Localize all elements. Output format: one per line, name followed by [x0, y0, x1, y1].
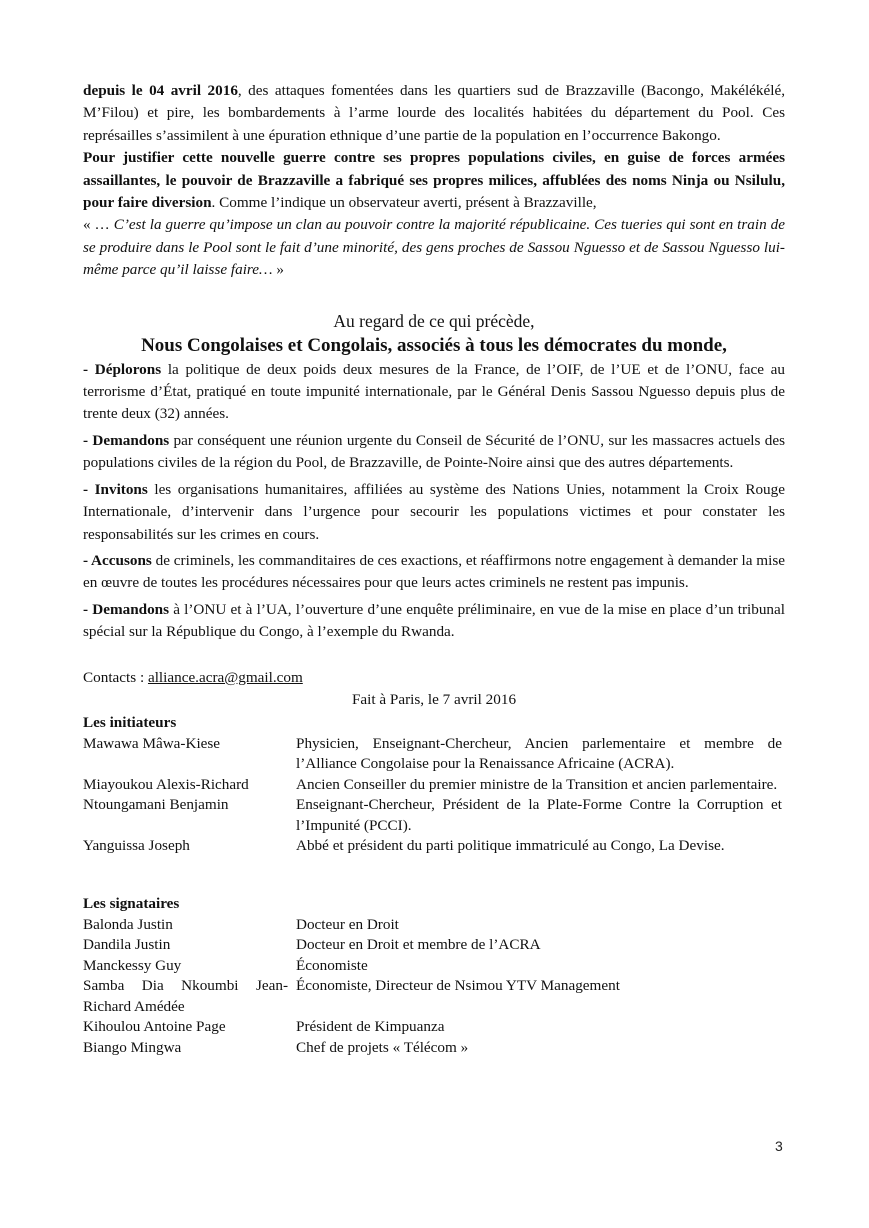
person-description: Président de Kimpuanza — [296, 1018, 445, 1036]
declaration-item: - Accusons de criminels, les commanditaires de ces exactions, et réaffirmons notre engagement à demander la mise en œuvre de toutes les procédures nécessaires pour que leurs actes criminels ne restent pas impunis. — [83, 551, 785, 592]
place-date: Fait à Paris, le 7 avril 2016 — [351, 690, 517, 708]
person-name: Kihoulou Antoine Page — [83, 1018, 226, 1036]
person-description: Docteur en Droit — [296, 915, 399, 933]
person-description: Docteur en Droit et membre de l’ACRA — [296, 936, 541, 954]
contacts-line — [83, 667, 785, 688]
initiateur-row — [83, 836, 785, 857]
person-description: Enseignant-Chercheur, Président de la Plate-Forme Contre la Corruption et l’Impunité (PCCI). — [296, 796, 782, 834]
person-name: Dandila Justin — [83, 936, 171, 954]
declaration-lead: Au regard de ce qui précède, — [333, 310, 535, 331]
person-description: Physicien, Enseignant-Chercheur, Ancien parlementaire et membre de l’Alliance Congolaise pour la Renaissance Africaine (ACRA). — [296, 734, 782, 773]
signataire-row — [83, 976, 785, 1017]
person-name: Manckessy Guy — [83, 956, 182, 974]
person-name: Yanguissa Joseph — [83, 837, 190, 855]
signataire-row — [83, 915, 785, 936]
declaration-item: - Demandons par conséquent une réunion urgente du Conseil de Sécurité de l’ONU, sur les massacres actuels des populations civiles de la région du Pool, de Brazzaville, de Pointe-Noire ainsi que des autres départements. — [83, 431, 786, 472]
item-verb: - Invitons — [83, 480, 148, 498]
signataires-title: Les signataires — [83, 894, 180, 912]
militias-emphasis: Pour justifier cette nouvelle guerre contre ses propres populations civiles, en guise de forces armées assaillantes, le pouvoir de Brazzaville a fabriqué ses propres milices, affublées des noms Ninja ou Nsilulu, pour faire diversion — [83, 149, 785, 212]
initiateurs-section — [83, 712, 785, 857]
page-number: 3 — [775, 1138, 783, 1154]
signataire-row — [83, 935, 785, 956]
declaration-item: - Invitons les organisations humanitaires, affiliées au système des Nations Unies, notamment la Croix Rouge Internationale, d’intervenir dans l’urgence pour secourir les populations victimes et pour constater les responsabilités sur les crimes en cours. — [83, 480, 785, 543]
item-verb: - Déplorons — [83, 360, 162, 378]
initiateur-row — [83, 775, 785, 796]
signataires-section — [83, 893, 785, 1059]
person-description: Chef de projets « Télécom » — [296, 1038, 469, 1056]
paragraph-attacks: depuis le 04 avril 2016, des attaques fomentées dans les quartiers sud de Brazzaville (Bacongo, Makélékélé, M’Filou) et pire, les bombardements à l’arme lourde des localités habitées du département du Pool. Ces représailles s’assimilent à une épuration ethnique d’une partie de la population en l’occurrence Bakongo. — [83, 82, 786, 144]
signataire-row — [83, 1017, 785, 1038]
contacts-label: Contacts : — [83, 668, 148, 686]
person-description: Économiste, Directeur de Nsimou YTV Management — [296, 977, 620, 995]
person-name: Mawawa Mâwa-Kiese — [83, 734, 221, 752]
person-name: Samba Dia Nkoumbi Jean-Richard Amédée — [83, 977, 288, 1015]
declaration-item: - Demandons à l’ONU et à l’UA, l’ouverture d’une enquête préliminaire, en vue de la mise en place d’un tribunal spécial sur la République du Congo, à l’exemple du Rwanda. — [83, 600, 785, 641]
item-verb: - Demandons — [83, 431, 170, 449]
signataire-row — [83, 956, 785, 977]
signataire-row — [83, 1038, 785, 1059]
person-name: Ntoungamani Benjamin — [83, 796, 229, 814]
declaration-item: - Déplorons la politique de deux poids deux mesures de la France, de l’OIF, de l’UE et de l’ONU, face au terrorisme d’État, pratiqué en toute impunité internationale, par le Général Denis Sassou Nguesso depuis plus de trente deux (32) années. — [83, 360, 785, 423]
initiateur-row — [83, 734, 785, 775]
paragraph-militias: Pour justifier cette nouvelle guerre contre ses propres populations civiles, en guise de forces armées assaillantes, le pouvoir de Brazzaville a fabriqué ses propres milices, affublées des noms Ninja ou Nsilulu, pour faire diversion. Comme l’indique un observateur averti, présent à Brazzaville, « … C’est la guerre qu’impose un clan au pouvoir contre la majorité républicaine. Ces tueries qui sont en train de se produire dans le Pool sont le fait d’une minorité, des gens proches de Sassou Nguesso et de Sassou Nguesso lui-même parce qu’il laisse faire… » — [83, 149, 786, 279]
person-name: Biango Mingwa — [83, 1038, 182, 1056]
observer-quote: C’est la guerre qu’impose un clan au pouvoir contre la majorité républicaine. Ces tueries qui sont en train de se produire dans le Pool sont le fait d’une minorité, des gens proches de Sassou Nguesso et de Sassou Nguesso lui-même parce qu’il laisse faire… — [83, 216, 786, 279]
email-link[interactable]: alliance.acra@gmail.com — [147, 668, 303, 686]
item-verb: - Accusons — [83, 551, 152, 569]
declaration-headline: Nous Congolaises et Congolais, associés à tous les démocrates du monde, — [141, 334, 727, 356]
person-name: Balonda Justin — [83, 915, 173, 933]
document-page — [83, 80, 785, 1058]
person-description: Économiste — [296, 956, 368, 974]
person-description: Abbé et président du parti politique immatriculé au Congo, La Devise. — [296, 837, 725, 855]
item-verb: - Demandons — [83, 600, 170, 618]
initiateurs-title: Les initiateurs — [83, 713, 177, 731]
date-emphasis: depuis le 04 avril 2016 — [83, 82, 238, 99]
initiateur-row — [83, 795, 785, 836]
person-name: Miayoukou Alexis-Richard — [83, 775, 249, 793]
person-description: Ancien Conseiller du premier ministre de la Transition et ancien parlementaire. — [296, 775, 778, 793]
